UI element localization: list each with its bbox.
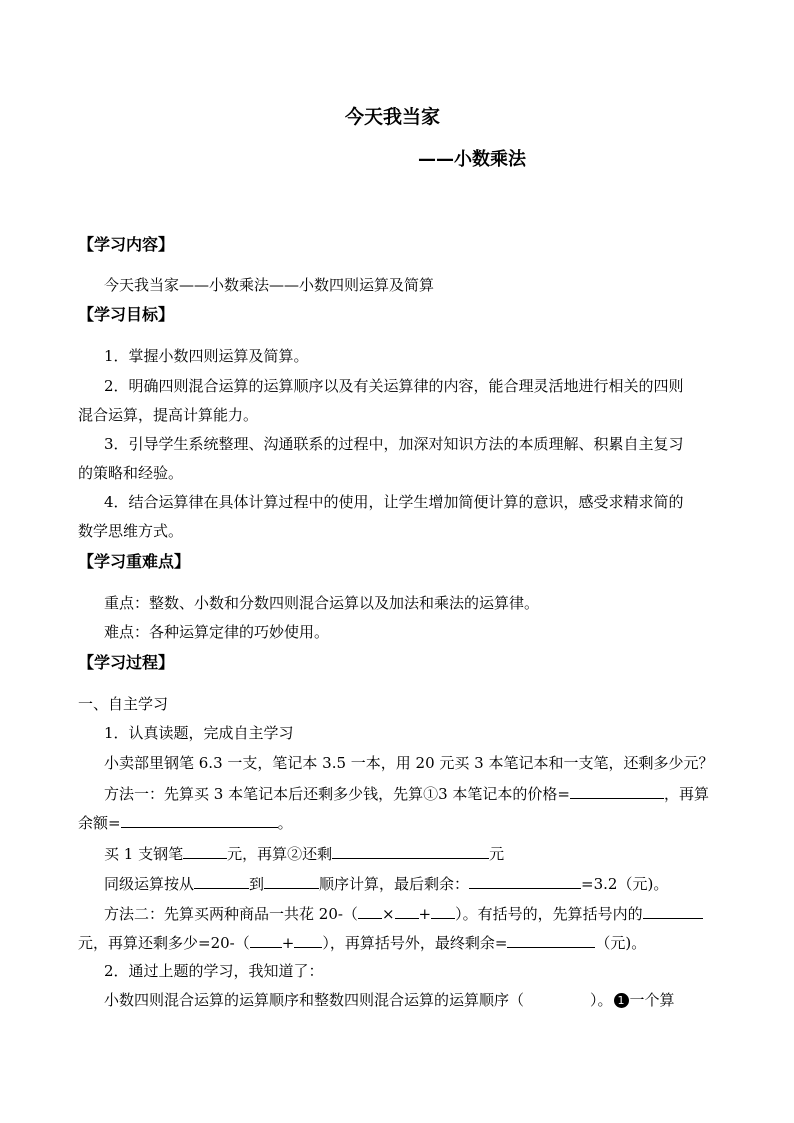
circle-number-one: 1 — [614, 993, 629, 1008]
step-2: 2．通过上题的学习，我知道了： — [104, 962, 324, 980]
blank-m2-1[interactable] — [358, 902, 382, 919]
goal-3-line-1: 3．引导学生系统整理、沟通联系的过程中，加深对知识方法的本质理解、积累自主复习 — [104, 435, 684, 453]
buy-pen-text-b: 元，再算 — [227, 845, 288, 863]
times-sign: × — [381, 905, 395, 923]
content-heading: 【学习内容】 — [78, 235, 175, 254]
same-level-text-c: 顺序计算，最后剩余： — [319, 875, 470, 893]
plus-sign: + — [418, 905, 432, 923]
circle-two: ② — [287, 845, 303, 863]
document-title: 今天我当家 — [345, 106, 441, 128]
blank-m2e-2[interactable] — [294, 931, 322, 948]
same-level-result: =3.2（元)。 — [581, 875, 669, 893]
method-2-line-2 — [78, 931, 646, 953]
step-1: 1．认真读题，完成自主学习 — [104, 724, 294, 742]
method-2e-text-c: ），再算括号外，最终剩余= — [322, 934, 508, 952]
goal-3-line-2: 的策略和经验。 — [78, 464, 184, 482]
method-2e-text-d: （元)。 — [595, 934, 647, 952]
blank-bracket-result[interactable] — [643, 902, 703, 919]
blank-pen-price[interactable] — [183, 842, 227, 859]
blank-final-expression[interactable] — [469, 872, 581, 889]
buy-pen-line — [104, 842, 504, 864]
goal-1: 1．掌握小数四则运算及简算。 — [104, 347, 309, 365]
blank-notebook-price[interactable] — [570, 782, 664, 799]
blank-final-remaining[interactable] — [507, 931, 595, 948]
order-text: 小数四则混合运算的运算顺序和整数四则混合运算的运算顺序（ — [104, 991, 525, 1009]
circle-one: ① — [423, 785, 439, 803]
goal-4-line-1: 4．结合运算律在具体计算过程中的使用，让学生增加简便计算的意识，感受求精求简的 — [104, 493, 684, 511]
blank-to[interactable] — [264, 872, 319, 889]
blank-balance[interactable] — [121, 811, 278, 828]
keypoints-heading: 【学习重难点】 — [78, 552, 191, 571]
method-1-text: 方法一：先算买 3 本笔记本后还剩多少钱，先算 — [104, 785, 424, 803]
buy-pen-text-c: 还剩 — [302, 845, 333, 863]
buy-pen-text: 买 1 支钢笔 — [104, 845, 184, 863]
same-level-line — [104, 872, 668, 894]
key-point: 重点：整数、小数和分数四则混合运算以及加法和乘法的运算律。 — [104, 594, 540, 612]
blank-from[interactable] — [194, 872, 249, 889]
document-subtitle: ——小数乘法 — [418, 149, 526, 170]
method-2-text-d: ）。有括号的，先算括号内的 — [455, 905, 643, 923]
method-2e-text: 元，再算还剩多少=20-（ — [78, 934, 250, 952]
balance-label: 余额= — [78, 814, 121, 832]
order-text-b: ）。 — [590, 991, 613, 1009]
order-text-c: 一个算 — [629, 991, 675, 1009]
buy-pen-text-d: 元 — [489, 845, 505, 863]
method-2-text: 方法二：先算买两种商品一共花 20-（ — [104, 905, 358, 923]
process-heading: 【学习过程】 — [78, 653, 175, 672]
blank-m2-2[interactable] — [395, 902, 419, 919]
blank-m2e-1[interactable] — [250, 931, 282, 948]
problem-text: 小卖部里钢笔 6.3 一支，笔记本 3.5 一本，用 20 元买 3 本笔记本和一支笔，还剩多少元？ — [104, 754, 714, 772]
blank-remaining[interactable] — [332, 842, 489, 859]
same-level-text: 同级运算按从 — [104, 875, 195, 893]
method-1-text-c: ，再算 — [664, 785, 710, 803]
method-1-line-2 — [78, 811, 293, 833]
method-1-text-b: 3 本笔记本的价格= — [438, 785, 570, 803]
goal-2-line-2: 混合运算，提高计算能力。 — [78, 406, 259, 424]
goal-4-line-2: 数学思维方式。 — [78, 522, 184, 540]
method-2-line — [104, 902, 703, 924]
order-line — [104, 990, 675, 1010]
plus-sign-2: + — [281, 934, 295, 952]
period: 。 — [277, 814, 293, 832]
difficulty-point: 难点：各种运算定律的巧妙使用。 — [104, 623, 330, 641]
goals-heading: 【学习目标】 — [78, 305, 175, 324]
part-1-title: 一、自主学习 — [78, 695, 169, 713]
method-1-line — [104, 782, 709, 804]
goal-2-line-1: 2．明确四则混合运算的运算顺序以及有关运算律的内容，能合理灵活地进行相关的四则 — [104, 377, 684, 395]
same-level-to: 到 — [249, 875, 265, 893]
content-text: 今天我当家——小数乘法——小数四则运算及简算 — [104, 276, 435, 294]
blank-m2-3[interactable] — [431, 902, 455, 919]
